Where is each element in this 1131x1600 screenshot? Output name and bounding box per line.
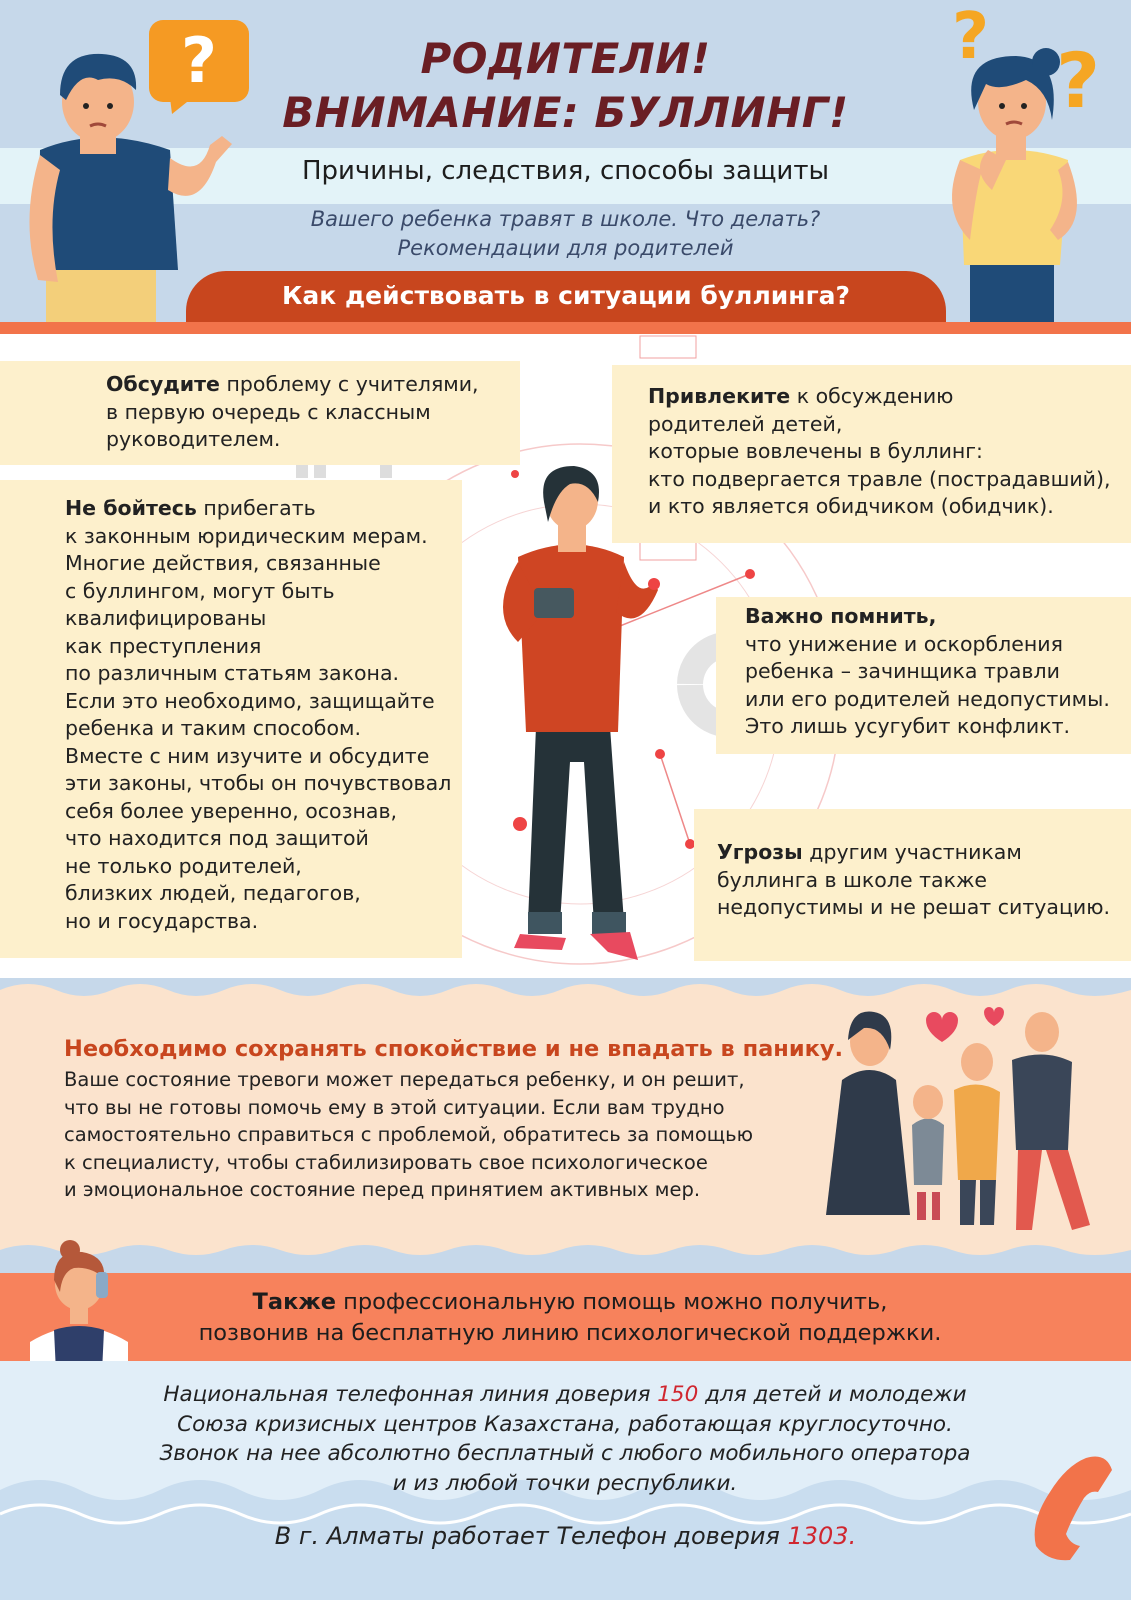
tip-threats-card: Угрозы другим участникам буллинга в школе также недопустимы и не решат ситуацию. — [694, 809, 1131, 961]
help-lead: Также — [252, 1289, 336, 1315]
almaty-hotline: В г. Алматы работает Телефон доверия 1303. — [274, 1522, 857, 1550]
intro-line-2: Рекомендации для родителей — [397, 236, 734, 260]
tip-remember-lead: Важно помнить, — [745, 604, 937, 628]
woman-with-tablet-illustration — [478, 462, 668, 1002]
wave-divider — [0, 978, 1131, 1002]
calm-text: Ваше состояние тревоги может передаться ребенку, и он решит, что вы не готовы помочь ему в этой ситуации. Если вам трудно самостоятельно справиться с проблемой, обратитесь за помощью к специалисту, чтобы стабилизировать свое психологическое и эмоциональное состояние перед принятием активных мер. — [64, 1068, 754, 1201]
family-illustration — [820, 1000, 1120, 1250]
section-heading: Как действовать в ситуации буллинга? — [186, 271, 946, 322]
help-text: Также профессиональную помощь можно получить, позвонив на бесплатную линию психологической поддержки. — [198, 1289, 942, 1346]
intro-line-1: Вашего ребенка травят в школе. Что делать? — [310, 207, 821, 231]
tip-threats-lead: Угрозы — [717, 840, 803, 864]
page-subtitle: Причины, следствия, способы защиты — [301, 156, 830, 186]
tip-legal-lead: Не бойтесь — [65, 496, 197, 520]
question-mark-icon: ? — [952, 0, 990, 74]
page-title-line-2: ВНИМАНИЕ: БУЛЛИНГ! — [282, 88, 849, 137]
hotline-text: Национальная телефонная линия доверия 150 для детей и молодежи Союза кризисных центров Казахстана, работающая круглосуточно. Звонок на нее абсолютно бесплатный с любого мобильного оператора и из любой точки республики. — [159, 1382, 971, 1496]
tip-discuss-lead: Обсудите — [106, 372, 220, 396]
tip-involve-card: Привлеките к обсуждению родителей детей, которые вовлечены в буллинг: кто подвергается травле (пострадавший), и кто является обидчиком (обидчик). — [612, 365, 1131, 543]
page-title-line-1: РОДИТЕЛИ! — [420, 34, 711, 83]
phone-icon — [1026, 1452, 1116, 1562]
question-mark-icon: ? — [1056, 36, 1101, 125]
tip-discuss-card: Обсудите проблему с учителями, в первую очередь с классным руководителем. — [0, 361, 520, 465]
calm-title: Необходимо сохранять спокойствие и не впадать в панику. — [64, 1036, 844, 1062]
hotline-number-150: 150 — [657, 1382, 699, 1407]
tip-involve-lead: Привлеките — [648, 384, 791, 408]
operator-woman-illustration — [24, 1232, 134, 1382]
question-bubble-icon: ? — [149, 20, 249, 102]
hotline-number-1303: 1303. — [787, 1522, 857, 1550]
tip-remember-card: Важно помнить, что унижение и оскорбления ребенка – зачинщика травли или его родителей недопустимы. Это лишь усугубит конфликт. — [716, 597, 1131, 754]
tip-legal-card: Не бойтесь прибегать к законным юридическим мерам. Многие действия, связанные с буллингом, могут быть квалифицированы как преступления по различным статьям закона. Если это необходимо, защищайте ребенка и таким способом. Вместе с ним изучите и обсудите эти законы, чтобы он почувствовал себя более уверенно, осознав, что находится под защитой не только родителей, близких людей, педагогов, но и государства. — [0, 480, 462, 958]
divider-band — [0, 322, 1131, 334]
